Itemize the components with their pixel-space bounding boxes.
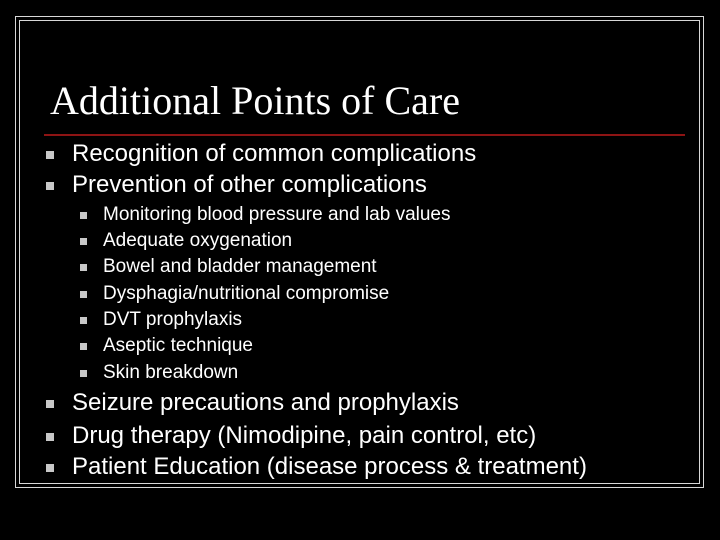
sub-bullet-item — [103, 360, 238, 386]
bullet-text: Drug therapy (Nimodipine, pain control, etc) — [72, 422, 537, 449]
bullet-text: Prevention of other complications — [72, 171, 427, 198]
square-bullet-icon — [80, 291, 87, 298]
square-bullet-icon — [80, 264, 87, 271]
bullet-item — [72, 388, 459, 418]
bullet-text: Seizure precautions and prophylaxis — [72, 389, 459, 416]
bullet-text: Recognition of common complications — [72, 140, 477, 167]
sub-bullet-text: Skin breakdown — [103, 362, 239, 383]
square-bullet-icon — [46, 151, 54, 159]
sub-bullet-item — [103, 254, 377, 280]
square-bullet-icon — [80, 317, 87, 324]
square-bullet-icon — [80, 343, 87, 350]
sub-bullet-text: Aseptic technique — [103, 335, 253, 356]
slide-title: Additional Points of Care — [50, 78, 460, 123]
bullet-item — [72, 452, 587, 482]
square-bullet-icon — [46, 400, 54, 408]
bullet-item — [72, 139, 476, 169]
bullet-item — [72, 421, 536, 451]
sub-bullet-text: Monitoring blood pressure and lab values — [103, 204, 451, 225]
title-divider — [44, 134, 685, 136]
sub-bullet-item — [103, 202, 451, 228]
bullet-item — [72, 170, 427, 200]
square-bullet-icon — [80, 212, 87, 219]
sub-bullet-text: Dysphagia/nutritional compromise — [103, 283, 390, 304]
square-bullet-icon — [80, 238, 87, 245]
sub-bullet-text: Bowel and bladder management — [103, 256, 377, 277]
square-bullet-icon — [46, 464, 54, 472]
square-bullet-icon — [46, 433, 54, 441]
bullet-text: Patient Education (disease process & treatment) — [72, 453, 587, 480]
sub-bullet-item — [103, 333, 253, 359]
sub-bullet-item — [103, 228, 292, 254]
sub-bullet-text: Adequate oxygenation — [103, 230, 293, 251]
sub-bullet-item — [103, 281, 389, 307]
square-bullet-icon — [46, 182, 54, 190]
square-bullet-icon — [80, 370, 87, 377]
sub-bullet-text: DVT prophylaxis — [103, 309, 243, 330]
sub-bullet-item — [103, 307, 242, 333]
